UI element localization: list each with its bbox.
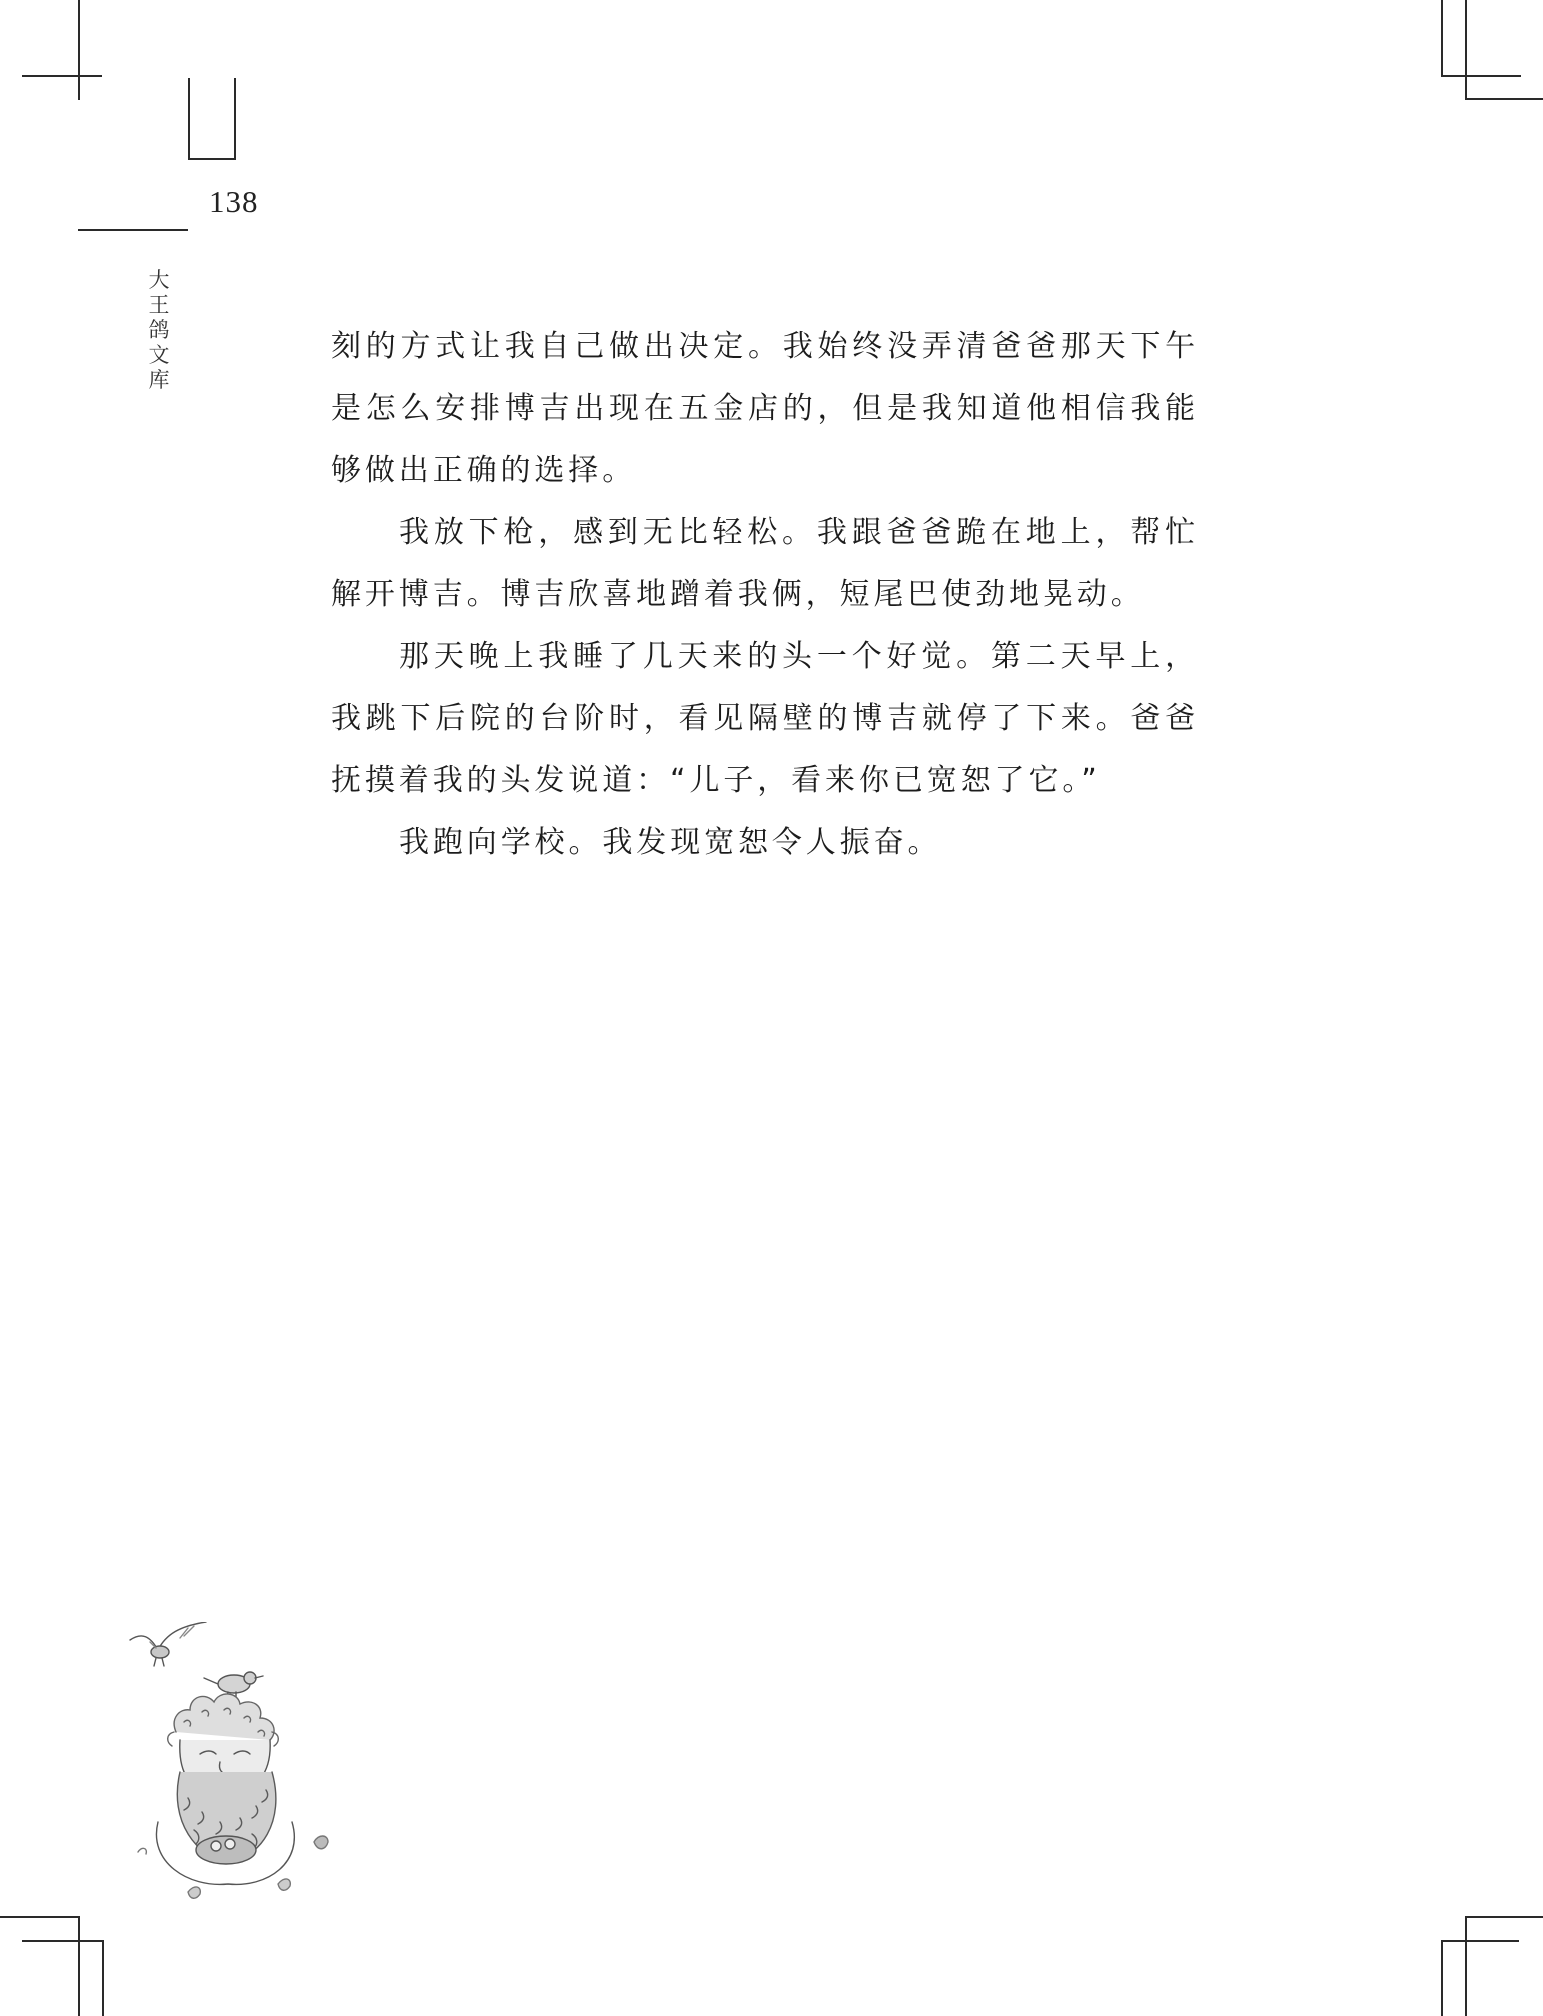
series-title-char: 大	[148, 268, 170, 292]
series-title-char: 文	[148, 343, 170, 367]
body-text	[331, 316, 1199, 874]
illustration-bearded-man-with-birds	[128, 1622, 360, 1912]
paragraph: 那天晚上我睡了几天来的头一个好觉。第二天早上，我跳下后院的台阶时，看见隔壁的博吉就停了下来。爸爸抚摸着我的头发说道：“儿子，看来你已宽恕了它。”	[331, 639, 1199, 798]
series-title	[146, 268, 172, 393]
paragraph: 刻的方式让我自己做出决定。我始终没弄清爸爸那天下午是怎么安排博吉出现在五金店的，但是我知道他相信我能够做出正确的选择。	[331, 329, 1199, 488]
series-title-char: 库	[148, 368, 170, 392]
paragraph: 我跑向学校。我发现宽恕令人振奋。	[399, 825, 942, 860]
paragraph: 我放下枪，感到无比轻松。我跟爸爸跪在地上，帮忙解开博吉。博吉欣喜地蹭着我俩，短尾巴使劲地晃动。	[331, 515, 1199, 612]
series-title-char: 鸽	[148, 318, 170, 342]
series-title-char: 王	[148, 293, 170, 317]
curly-hair	[168, 1694, 279, 1746]
flying-bird-icon	[130, 1622, 206, 1666]
page-number: 138	[209, 184, 259, 219]
